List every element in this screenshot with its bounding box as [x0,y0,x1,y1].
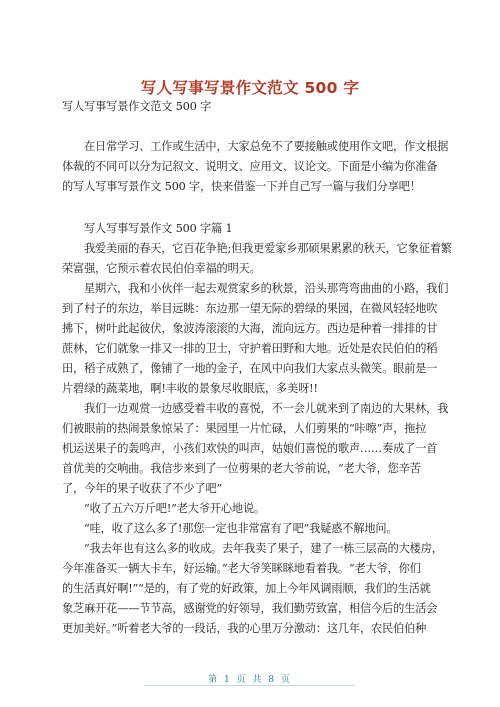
body-line: 拂下，树叶此起彼伏，象波涛滚滚的大海，流向远方。西边是种着一排排的甘 [62,322,438,335]
body-line: 荣富强，它预示着农民伯伯幸福的明天。 [62,262,261,275]
body-line: “哇，收了这么多了!那您一定也非常富有了吧”我疑惑不解地问。 [84,522,398,535]
body-line: 蔗林，它们就象一排又一排的卫士，守护着田野和大地。近处是农民伯伯的稻 [62,342,438,355]
section-heading: 写人写事写景作文 500 字篇 1 [84,222,233,235]
body-line: 的生活真好啊!”“是的，有了党的好政策，加上今年风调雨顺，我们的生活就 [62,582,431,595]
body-line: 了，今年的果子收获了不少了吧” [62,482,223,495]
body-line: 象芝麻开花——节节高，感谢党的好领导，我们勤劳致富，相信今后的生活会 [62,602,438,615]
body-line: “收了五六万斤吧!”老大爷开心地说。 [84,502,266,515]
body-line: 今年准备买一辆大卡车，好运输。”老大爷笑眯眯地看着我。“老大爷，你们 [62,562,421,575]
body-line: 到了村子的东边，举目远眺：东边那一望无际的碧绿的果园，在微风轻轻地吹 [62,302,438,315]
body-line: “我去年也有这么多的收成。去年我卖了果子，建了一栋三层高的大楼房， [84,542,443,555]
body-line: 星期六，我和小伙伴一起去观赏家乡的秋景，沿头那弯弯曲曲的小路，我们 [84,282,449,295]
body-line: 片碧绿的蔬菜地，啊!丰收的景象尽收眼底，多美呀!! [62,382,318,395]
intro-line: 体裁的不同可以分为记叙文、说明文、应用文、议论文。下面是小编为你准备 [62,160,438,173]
intro-line: 的写人写事写景作文 500 字，快来借鉴一下并自己写一篇与我们分享吧！ [62,180,421,193]
footer-divider [145,685,355,686]
body-line: 田，稻子成熟了，像铺了一地的金子，在风中向我们大家点头微笑。眼前是一 [62,362,438,375]
intro-line: 在日常学习、工作或生活中，大家总免不了要接触或使用作文吧，作文根据 [84,140,449,153]
body-line: 们被眼前的热闹景象惊呆了：果园里一片忙碌，人们剪果的“咔嚓”声，拖拉 [62,422,427,435]
page-title: 写人写事写景作文范文 500 字 [140,79,360,97]
body-line: 首优美的交响曲。我信步来到了一位剪果的老大爷前说，“老大爷，您辛苦 [62,462,421,475]
body-line: 我们一边观赏一边感受着丰收的喜悦，不一会儿就来到了南边的大果林，我 [84,402,449,415]
body-line: 我爱美丽的春天，它百花争艳;但我更爱家乡那硕果累累的秋天，它象征着繁 [84,242,452,255]
body-line: 更加美好。”听着老大爷的一段话，我的心里万分激动：这几年，农民伯伯种 [62,622,427,635]
body-line: 机运送果子的轰鸣声，小孩们欢快的叫声，姑娘们喜悦的歌声……奏成了一首 [62,442,438,455]
subtitle: 写人写事写景作文范文 500 字 [62,100,212,113]
page-footer: 第 1 页 共 8 页 [208,675,292,685]
